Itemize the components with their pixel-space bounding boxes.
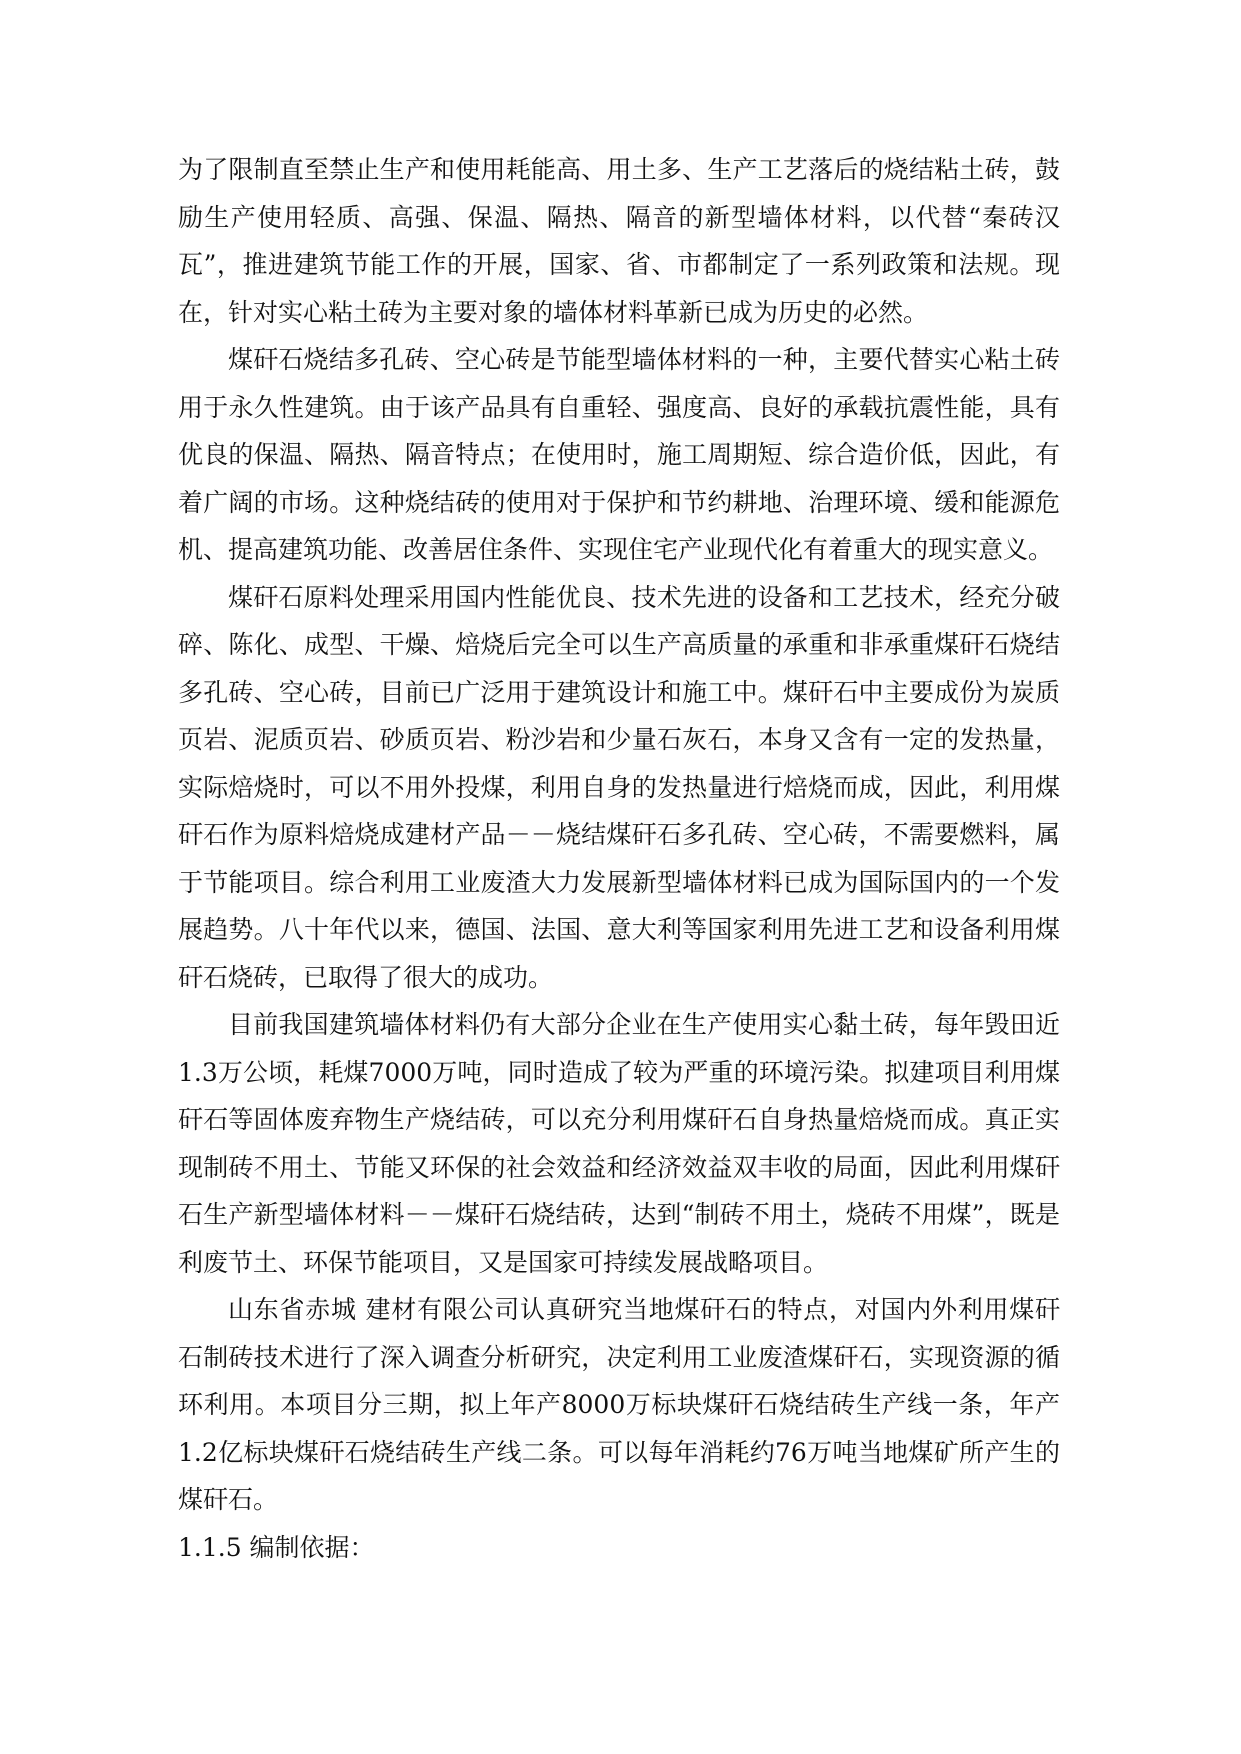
- paragraph-policy-background: 为了限制直至禁止生产和使用耗能高、用土多、生产工艺落后的烧结粘土砖，鼓励生产使用轻质、高强、保温、隔热、隔音的新型墙体材料，以代替“秦砖汉瓦”，推进建筑节能工作的开展，国家、省、市都制定了一系列政策和法规。现在，针对实心粘土砖为主要对象的墙体材料革新已成为历史的必然。: [178, 155, 1060, 327]
- paragraph-raw-material-process: 煤矸石原料处理采用国内性能优良、技术先进的设备和工艺技术，经充分破碎、陈化、成型、干燥、焙烧后完全可以生产高质量的承重和非承重煤矸石烧结多孔砖、空心砖，目前已广泛用于建筑设计和施工中。煤矸石中主要成份为炭质页岩、泥质页岩、砂质页岩、粉沙岩和少量石灰石，本身又含有一定的发热量，实际焙烧时，可以不用外投煤，利用自身的发热量进行焙烧而成，因此，利用煤矸石作为原料焙烧成建材产品－－烧结煤矸石多孔砖、空心砖，不需要燃料，属于节能项目。综合利用工业废渣大力发展新型墙体材料已成为国际国内的一个发展趋势。八十年代以来，德国、法国、意大利等国家利用先进工艺和设备利用煤矸石烧砖，已取得了很大的成功。: [178, 582, 1060, 992]
- document-body: [178, 146, 1060, 1571]
- paragraph-domestic-situation: 目前我国建筑墙体材料仍有大部分企业在生产使用实心黏土砖，每年毁田近1.3万公顷，耗煤7000万吨，同时造成了较为严重的环境污染。拟建项目利用煤矸石等固体废弃物生产烧结砖，可以充分利用煤矸石自身热量焙烧而成。真正实现制砖不用土、节能又环保的社会效益和经济效益双丰收的局面，因此利用煤矸石生产新型墙体材料－－煤矸石烧结砖，达到“制砖不用土，烧砖不用煤”，既是利废节土、环保节能项目，又是国家可持续发展战略项目。: [178, 1010, 1060, 1277]
- paragraph-company-project: 山东省赤城 建材有限公司认真研究当地煤矸石的特点，对国内外利用煤矸石制砖技术进行了深入调查分析研究，决定利用工业废渣煤矸石，实现资源的循环利用。本项目分三期，拟上年产8000万标块煤矸石烧结砖生产线一条，年产1.2亿标块煤矸石烧结砖生产线二条。可以每年消耗约76万吨当地煤矿所产生的煤矸石。: [178, 1295, 1060, 1514]
- paragraph-product-advantages: 煤矸石烧结多孔砖、空心砖是节能型墙体材料的一种，主要代替实心粘土砖用于永久性建筑。由于该产品具有自重轻、强度高、良好的承载抗震性能，具有优良的保温、隔热、隔音特点；在使用时，施工周期短、综合造价低，因此，有着广阔的市场。这种烧结砖的使用对于保护和节约耕地、治理环境、缓和能源危机、提高建筑功能、改善居住条件、实现住宅产业现代化有着重大的现实意义。: [178, 345, 1060, 564]
- section-heading: 1.1.5 编制依据：: [178, 1532, 375, 1562]
